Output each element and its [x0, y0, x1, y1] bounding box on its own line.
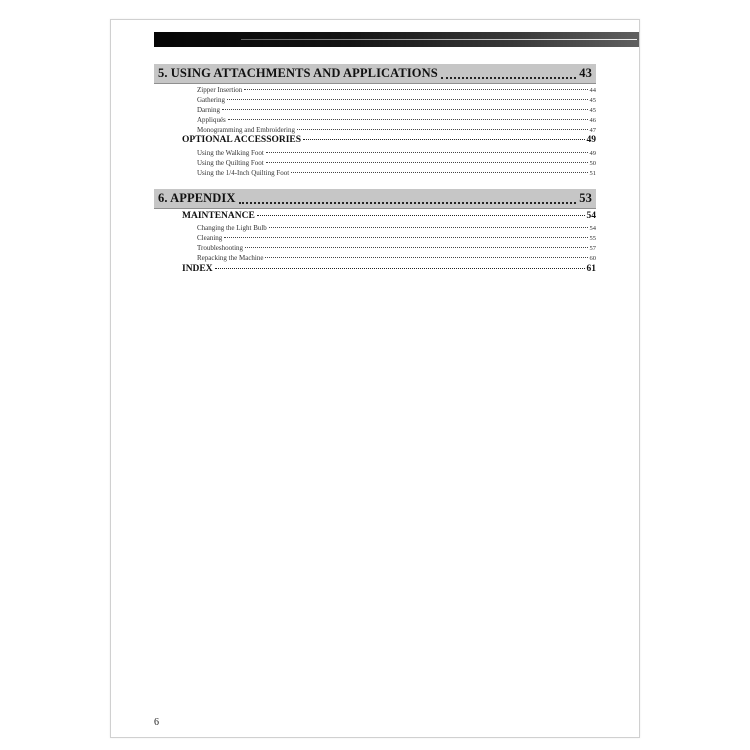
entry-label: Appliqués [197, 116, 226, 124]
entry-label: Monogramming and Embroidering [197, 126, 295, 134]
chapter-page: 43 [579, 66, 592, 80]
entry-label: Using the Quilting Foot [197, 159, 264, 167]
entry-label: Zipper Insertion [197, 86, 243, 94]
toc-entry[interactable] [197, 254, 596, 263]
section-title: OPTIONAL ACCESSORIES [182, 135, 302, 145]
toc-entry[interactable] [197, 169, 596, 178]
dot-leader [269, 227, 588, 228]
dot-leader [215, 268, 585, 269]
toc-entry[interactable] [197, 96, 596, 105]
dot-leader [245, 247, 587, 248]
entry-page: 51 [589, 170, 596, 177]
dot-leader [266, 162, 588, 163]
entry-page: 47 [589, 127, 596, 134]
dot-leader [227, 99, 588, 100]
toc-section-optional-accessories[interactable] [182, 135, 596, 146]
entry-label: Using the 1/4-Inch Quilting Foot [197, 169, 290, 177]
chapter-page: 53 [579, 191, 592, 205]
toc-chapter-6[interactable] [154, 189, 596, 209]
entry-label: Gathering [197, 96, 225, 104]
dot-leader [297, 129, 588, 130]
dot-leader [303, 139, 584, 140]
toc-entry[interactable] [197, 159, 596, 168]
section-title: INDEX [182, 264, 213, 274]
manual-page [110, 19, 640, 738]
entry-label: Troubleshooting [197, 244, 244, 252]
entry-page: 57 [589, 245, 596, 252]
section-page: 49 [586, 135, 596, 145]
toc-entry[interactable] [197, 244, 596, 253]
entry-label: Repacking the Machine [197, 254, 264, 262]
entry-label: Cleaning [197, 234, 223, 242]
entry-label: Using the Walking Foot [197, 149, 264, 157]
section-page: 54 [586, 211, 596, 221]
page-number: 6 [154, 717, 159, 728]
toc-entry[interactable] [197, 149, 596, 158]
entry-page: 54 [589, 225, 596, 232]
dot-leader [224, 237, 587, 238]
toc-entry[interactable] [197, 86, 596, 95]
entry-label: Darning [197, 106, 220, 114]
entry-page: 45 [589, 107, 596, 114]
dot-leader [244, 89, 587, 90]
entry-label: Changing the Light Bulb [197, 224, 267, 232]
dot-leader [441, 77, 577, 79]
entry-page: 44 [589, 87, 596, 94]
entry-page: 46 [589, 117, 596, 124]
toc-entry[interactable] [197, 126, 596, 135]
entry-page: 55 [589, 235, 596, 242]
entry-page: 45 [589, 97, 596, 104]
toc-chapter-5[interactable] [154, 64, 596, 84]
chapter-title: 6. APPENDIX [158, 191, 236, 205]
header-bar-rule [241, 39, 637, 40]
dot-leader [239, 202, 577, 204]
entry-page: 60 [589, 255, 596, 262]
entry-page: 50 [589, 160, 596, 167]
dot-leader [228, 119, 588, 120]
dot-leader [222, 109, 588, 110]
toc-entry[interactable] [197, 224, 596, 233]
toc-entry[interactable] [197, 234, 596, 243]
dot-leader [257, 215, 585, 216]
section-title: MAINTENANCE [182, 211, 255, 221]
dot-leader [266, 152, 588, 153]
section-page: 61 [586, 264, 596, 274]
entry-page: 49 [589, 150, 596, 157]
dot-leader [265, 257, 587, 258]
toc-section-maintenance[interactable] [182, 211, 596, 222]
toc-section-index[interactable] [182, 264, 596, 275]
toc-entry[interactable] [197, 106, 596, 115]
chapter-title: 5. USING ATTACHMENTS AND APPLICATIONS [158, 66, 438, 80]
toc-entry[interactable] [197, 116, 596, 125]
dot-leader [291, 172, 587, 173]
